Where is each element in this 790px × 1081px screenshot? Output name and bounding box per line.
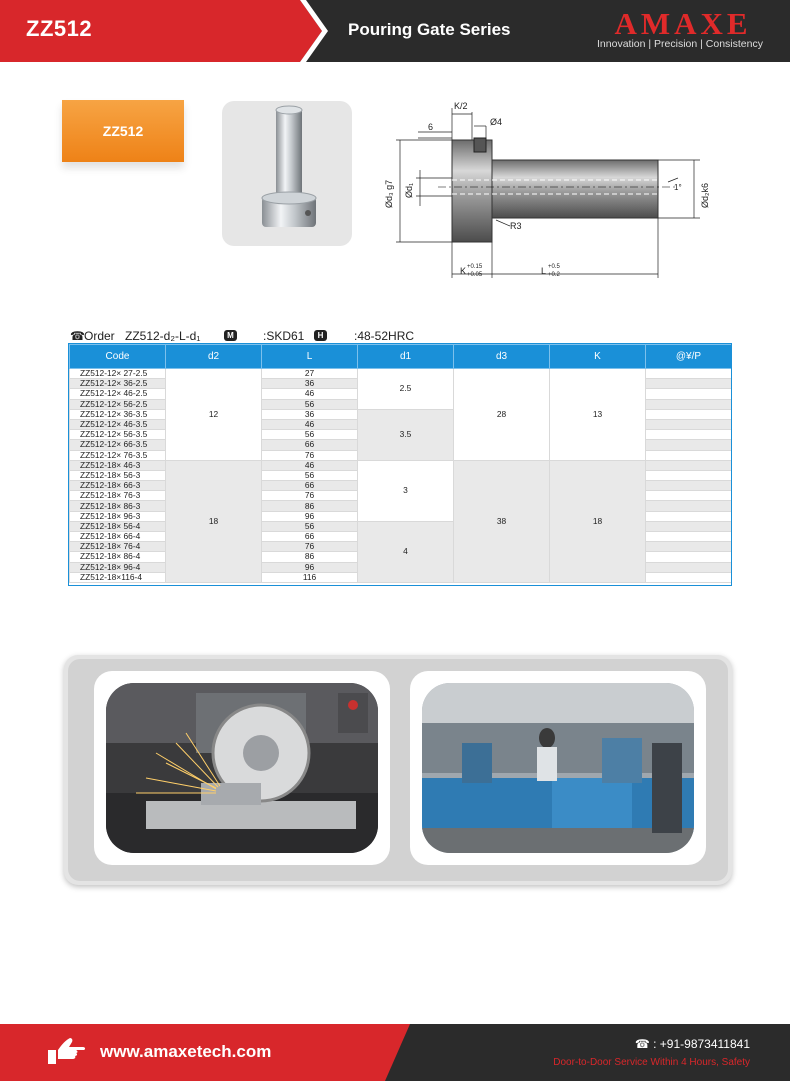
cell-code: ZZ512-12× 46-3.5 (70, 419, 166, 429)
cell-k: 18 (550, 460, 646, 582)
cell-l: 76 (262, 542, 358, 552)
service-note: Door-to-Door Service Within 4 Hours, Safety (553, 1057, 750, 1068)
cell-d2: 12 (166, 369, 262, 461)
material-badge: M (224, 330, 237, 341)
hardness-badge: H (314, 330, 327, 341)
hardness-value: :48-52HRC (354, 329, 415, 343)
cell-price (646, 491, 732, 501)
dim-dia4: Ø4 (490, 117, 503, 127)
cell-l: 66 (262, 532, 358, 542)
cell-l: 86 (262, 552, 358, 562)
phone-text: : +91-9873411841 (653, 1037, 750, 1051)
cell-l: 56 (262, 521, 358, 531)
cell-d1: 3 (358, 460, 454, 521)
cell-l: 27 (262, 369, 358, 379)
cell-l: 96 (262, 562, 358, 572)
header-l: L (262, 345, 358, 369)
cell-code: ZZ512-12× 56-3.5 (70, 430, 166, 440)
pointing-hand-icon (44, 1036, 88, 1068)
cell-price (646, 470, 732, 480)
cell-l: 36 (262, 379, 358, 389)
cell-code: ZZ512-12× 76-3.5 (70, 450, 166, 460)
cell-l: 96 (262, 511, 358, 521)
cell-code: ZZ512-18× 96-3 (70, 511, 166, 521)
cell-code: ZZ512-18× 66-4 (70, 532, 166, 542)
cell-price (646, 532, 732, 542)
cell-code: ZZ512-12× 27-2.5 (70, 369, 166, 379)
header-code: Code (70, 345, 166, 369)
order-prefix: Order (84, 329, 115, 343)
cell-l: 76 (262, 491, 358, 501)
phone-number (635, 1037, 750, 1051)
workshop-photo (422, 683, 694, 853)
cell-price (646, 430, 732, 440)
table-row (70, 460, 732, 470)
cell-price (646, 552, 732, 562)
cell-d1: 3.5 (358, 409, 454, 460)
header-k: K (550, 345, 646, 369)
cell-price (646, 369, 732, 379)
technical-drawing (378, 98, 730, 288)
cell-code: ZZ512-12× 36-3.5 (70, 409, 166, 419)
cell-code: ZZ512-18× 86-4 (70, 552, 166, 562)
cell-k: 13 (550, 369, 646, 461)
product-photo (222, 101, 352, 246)
header-d3: d3 (454, 345, 550, 369)
cell-l: 66 (262, 440, 358, 450)
cell-price (646, 440, 732, 450)
table-header-row (70, 345, 732, 369)
cell-code: ZZ512-18× 86-3 (70, 501, 166, 511)
cell-d3: 38 (454, 460, 550, 582)
cell-l: 46 (262, 419, 358, 429)
cell-price (646, 572, 732, 582)
cell-price (646, 562, 732, 572)
cell-code: ZZ512-18×116-4 (70, 572, 166, 582)
dim-k: K (460, 266, 467, 276)
header-d1: d1 (358, 345, 454, 369)
table-row (70, 369, 732, 379)
grinding-scene (106, 683, 378, 853)
phone-icon: ☎ (634, 1037, 650, 1051)
dim-r3: R3 (510, 221, 522, 231)
cell-l: 46 (262, 389, 358, 399)
cell-price (646, 389, 732, 399)
brand-tagline: Innovation | Precision | Consistency (597, 38, 763, 50)
cell-d1: 4 (358, 521, 454, 582)
header-price: @¥/P (646, 345, 732, 369)
dim-d2: Ød₂k6 (700, 182, 710, 208)
cell-price (646, 460, 732, 470)
factory-gallery (64, 655, 732, 885)
spec-table (69, 344, 732, 583)
pouring-gate-image (222, 101, 352, 246)
order-line (70, 329, 730, 343)
cell-d2: 18 (166, 460, 262, 582)
cell-l: 56 (262, 399, 358, 409)
cell-price (646, 501, 732, 511)
dim-l: L (541, 266, 547, 276)
cell-l: 76 (262, 450, 358, 460)
dim-k-lower: +0.05 (467, 272, 483, 278)
cell-l: 36 (262, 409, 358, 419)
dim-d1: Ød₁ (404, 182, 414, 198)
cell-price (646, 481, 732, 491)
cell-d1: 2.5 (358, 369, 454, 410)
cell-code: ZZ512-12× 46-2.5 (70, 389, 166, 399)
cell-code: ZZ512-18× 66-3 (70, 481, 166, 491)
product-label: ZZ512 (62, 100, 184, 162)
cell-code: ZZ512-18× 76-4 (70, 542, 166, 552)
cell-price (646, 409, 732, 419)
cell-code: ZZ512-12× 66-3.5 (70, 440, 166, 450)
dim-six: 6 (428, 122, 434, 132)
workshop-photo-frame (410, 671, 706, 865)
cell-l: 86 (262, 501, 358, 511)
dim-k-upper: +0.15 (467, 264, 483, 270)
cell-code: ZZ512-18× 76-3 (70, 491, 166, 501)
page-header (0, 0, 790, 62)
dim-d3: Ød₃ g7 (384, 179, 394, 208)
cell-price (646, 379, 732, 389)
dim-k-half: K/2 (454, 101, 468, 111)
cell-code: ZZ512-12× 36-2.5 (70, 379, 166, 389)
grinding-photo-frame (94, 671, 390, 865)
cell-code: ZZ512-18× 46-3 (70, 460, 166, 470)
cell-code: ZZ512-18× 56-3 (70, 470, 166, 480)
cell-d3: 28 (454, 369, 550, 461)
page-footer (0, 1024, 790, 1081)
cell-l: 116 (262, 572, 358, 582)
header-d2: d2 (166, 345, 262, 369)
dim-l-upper: +0.5 (548, 264, 560, 270)
cell-price (646, 511, 732, 521)
brand-logo: AMAXE (614, 6, 752, 41)
cell-l: 66 (262, 481, 358, 491)
cell-l: 56 (262, 430, 358, 440)
cell-price (646, 399, 732, 409)
dim-angle: 1° (674, 183, 682, 192)
phone-order-icon: ☎ (70, 329, 85, 343)
material-value: :SKD61 (263, 329, 305, 343)
cell-price (646, 450, 732, 460)
cell-l: 46 (262, 460, 358, 470)
workshop-scene (422, 683, 694, 853)
grinding-machine-photo (106, 683, 378, 853)
model-title: ZZ512 (26, 16, 93, 41)
dim-l-lower: +0.2 (548, 272, 560, 278)
series-title: Pouring Gate Series (348, 20, 511, 39)
cell-price (646, 521, 732, 531)
website-link[interactable]: www.amaxetech.com (100, 1042, 272, 1061)
cell-code: ZZ512-12× 56-2.5 (70, 399, 166, 409)
gallery-inner (68, 659, 728, 881)
cell-price (646, 419, 732, 429)
cell-code: ZZ512-18× 56-4 (70, 521, 166, 531)
cell-l: 56 (262, 470, 358, 480)
cell-code: ZZ512-18× 96-4 (70, 562, 166, 572)
cell-price (646, 542, 732, 552)
order-format: ZZ512-d₂-L-d₁ (125, 329, 201, 343)
